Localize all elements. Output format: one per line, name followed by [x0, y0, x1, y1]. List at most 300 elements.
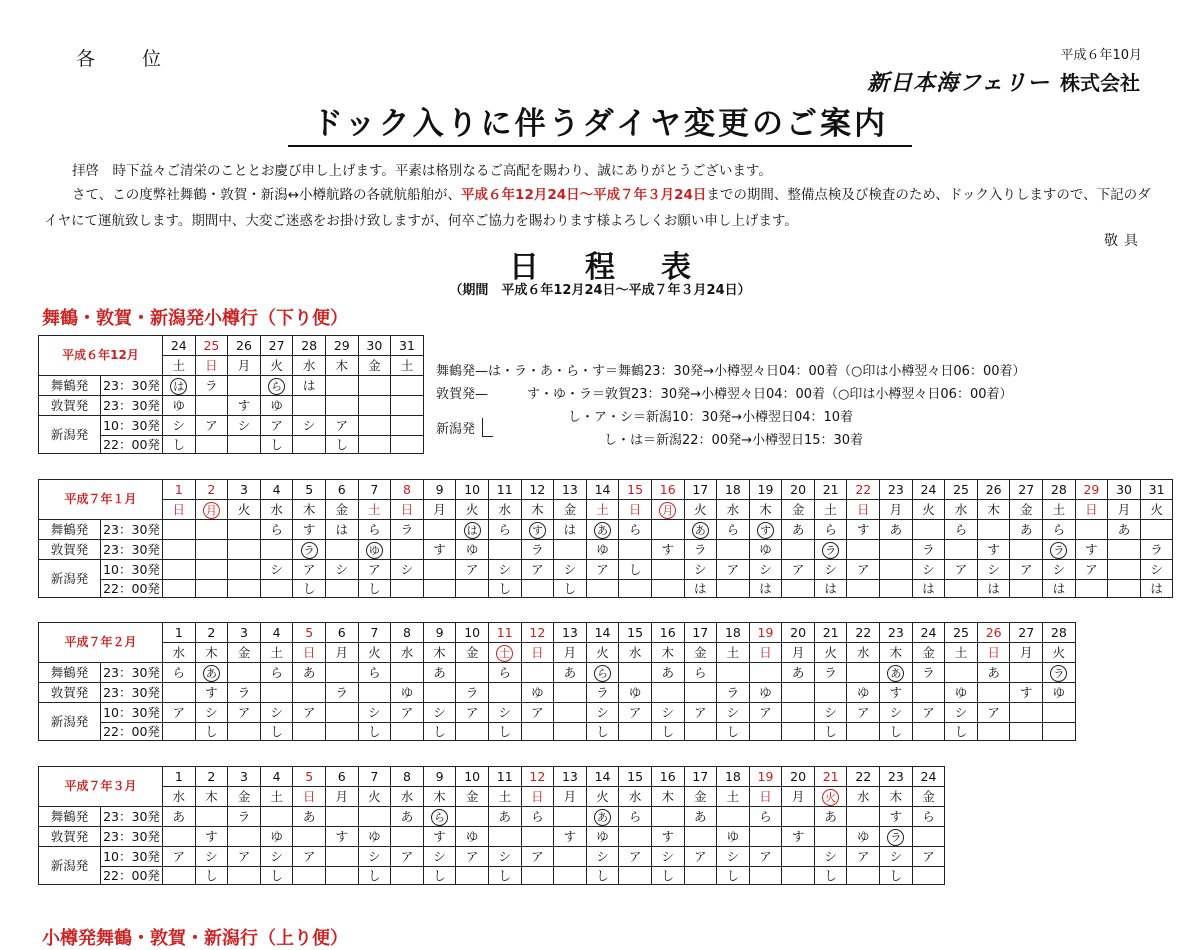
weekday: 日	[847, 500, 880, 520]
maizuru-cell	[619, 663, 652, 683]
maizuru-cell	[358, 376, 391, 396]
tsuruga-cell	[391, 827, 424, 847]
maizuru-cell	[749, 663, 782, 683]
day-number: 8	[391, 623, 424, 643]
day-number: 20	[782, 623, 815, 643]
day-number: 5	[293, 767, 326, 787]
day-number: 8	[391, 767, 424, 787]
weekday: 日	[749, 787, 782, 807]
day-number: 18	[717, 623, 750, 643]
day-number: 19	[749, 480, 782, 500]
tsuruga-cell	[358, 540, 391, 560]
weekday: 火	[684, 500, 717, 520]
month-label: 平成７年２月	[39, 623, 163, 663]
tsuruga-cell	[749, 827, 782, 847]
weekday: 木	[977, 500, 1010, 520]
tsuruga-cell: ゆ	[456, 827, 489, 847]
niigata-2200-cell: は	[912, 580, 945, 598]
niigata-2200-cell	[293, 436, 326, 454]
niigata-2200-cell	[228, 580, 261, 598]
tsuruga-cell	[163, 683, 196, 703]
maizuru-cell	[651, 520, 684, 540]
tsuruga-cell	[1043, 540, 1076, 560]
day-number: 4	[260, 480, 293, 500]
maizuru-cell: ら	[260, 520, 293, 540]
weekday: 金	[912, 787, 945, 807]
weekday: 日	[293, 787, 326, 807]
circled-weekday: 月	[659, 502, 676, 519]
day-number: 30	[358, 336, 391, 356]
port-niigata: 新潟発	[39, 703, 101, 741]
weekday: 日	[293, 643, 326, 663]
niigata-1030-cell: シ	[260, 560, 293, 580]
day-number: 20	[782, 767, 815, 787]
niigata-1030-cell: シ	[651, 703, 684, 723]
weekday: 日	[977, 643, 1010, 663]
niigata-2200-cell: し	[423, 723, 456, 741]
niigata-2200-cell	[1043, 723, 1076, 741]
maizuru-cell	[521, 520, 554, 540]
niigata-1030-cell	[880, 560, 913, 580]
niigata-1030-cell: シ	[814, 703, 847, 723]
day-number: 14	[586, 767, 619, 787]
niigata-1030-cell: シ	[358, 703, 391, 723]
niigata-2200-cell: は	[1140, 580, 1173, 598]
tsuruga-cell: す	[228, 396, 261, 416]
circled-mark: あ	[887, 665, 904, 682]
weekday: 水	[619, 787, 652, 807]
maizuru-cell	[717, 807, 750, 827]
day-number: 26	[977, 480, 1010, 500]
weekday: 月	[325, 643, 358, 663]
maizuru-cell: ら	[358, 520, 391, 540]
weekday: 水	[163, 787, 196, 807]
weekday: 木	[423, 643, 456, 663]
tsuruga-cell	[880, 540, 913, 560]
weekday: 水	[945, 500, 978, 520]
port-tsuruga: 敦賀発	[39, 540, 101, 560]
niigata-1030-cell: ア	[782, 560, 815, 580]
tsuruga-cell	[163, 827, 196, 847]
day-number: 19	[749, 767, 782, 787]
maizuru-cell: ら	[749, 807, 782, 827]
day-number: 7	[358, 623, 391, 643]
time-1030: 10：30発	[101, 560, 163, 580]
niigata-1030-cell: ア	[619, 703, 652, 723]
port-niigata: 新潟発	[39, 560, 101, 598]
maizuru-cell	[1075, 520, 1108, 540]
circled-mark: ゆ	[366, 542, 383, 559]
niigata-2200-cell	[1075, 580, 1108, 598]
day-number: 24	[163, 336, 196, 356]
weekday: 土	[945, 643, 978, 663]
schedule-title: 日程表	[509, 250, 737, 285]
maizuru-cell	[325, 807, 358, 827]
tsuruga-cell: ゆ	[619, 683, 652, 703]
maizuru-cell	[521, 663, 554, 683]
maizuru-cell: は	[325, 520, 358, 540]
niigata-1030-cell: シ	[717, 703, 750, 723]
maizuru-cell: あ	[293, 807, 326, 827]
niigata-1030-cell: ア	[717, 560, 750, 580]
day-number: 7	[358, 767, 391, 787]
port-niigata: 新潟発	[39, 416, 101, 454]
tsuruga-cell	[260, 540, 293, 560]
weekday: 土	[488, 787, 521, 807]
niigata-2200-cell	[880, 580, 913, 598]
niigata-2200-cell: し	[586, 867, 619, 885]
tsuruga-cell: す	[195, 827, 228, 847]
tsuruga-cell	[293, 827, 326, 847]
day-number: 23	[880, 480, 913, 500]
niigata-2200-cell: し	[358, 580, 391, 598]
weekday: 日	[1075, 500, 1108, 520]
weekday: 木	[423, 787, 456, 807]
weekday: 土	[163, 356, 196, 376]
company-name	[867, 66, 1140, 97]
tsuruga-cell: ゆ	[163, 396, 196, 416]
maizuru-cell	[195, 807, 228, 827]
maizuru-cell: ら	[717, 520, 750, 540]
niigata-1030-cell: ア	[228, 703, 261, 723]
day-number: 6	[325, 623, 358, 643]
weekday: 水	[293, 356, 326, 376]
circled-mark: ラ	[1050, 542, 1067, 559]
niigata-1030-cell: シ	[586, 703, 619, 723]
niigata-2200-cell: し	[195, 867, 228, 885]
weekday: 木	[749, 500, 782, 520]
weekday: 土	[814, 500, 847, 520]
notice-title: ドック入りに伴うダイヤ変更のご案内	[0, 98, 1200, 147]
day-number: 5	[293, 480, 326, 500]
weekday: 火	[586, 643, 619, 663]
maizuru-cell: あ	[684, 807, 717, 827]
niigata-1030-cell: シ	[912, 560, 945, 580]
day-number: 2	[195, 480, 228, 500]
niigata-1030-cell	[325, 703, 358, 723]
weekday: 火	[1043, 643, 1076, 663]
circled-mark: ラ	[822, 542, 839, 559]
schedule-period: （期間 平成６年12月24日〜平成７年３月24日）	[449, 283, 751, 298]
niigata-1030-cell: ア	[912, 703, 945, 723]
circled-weekday: 月	[203, 502, 220, 519]
circled-mark: ら	[594, 665, 611, 682]
day-number: 17	[684, 767, 717, 787]
month-table	[38, 479, 1173, 598]
niigata-2200-cell	[391, 580, 424, 598]
maizuru-cell: ら	[488, 663, 521, 683]
tsuruga-cell: す	[880, 683, 913, 703]
weekday: 土	[260, 787, 293, 807]
niigata-2200-cell: は	[684, 580, 717, 598]
maizuru-cell	[163, 520, 196, 540]
day-number: 10	[456, 623, 489, 643]
niigata-1030-cell: ア	[391, 847, 424, 867]
weekday: 日	[619, 500, 652, 520]
maizuru-cell	[684, 520, 717, 540]
month-table	[38, 766, 945, 885]
circled-mark: は	[464, 522, 481, 539]
time-2330: 23：30発	[101, 807, 163, 827]
maizuru-cell	[880, 663, 913, 683]
weekday: 木	[195, 787, 228, 807]
niigata-2200-cell	[782, 580, 815, 598]
tsuruga-cell: す	[782, 827, 815, 847]
tsuruga-cell	[554, 683, 587, 703]
niigata-1030-cell: ア	[847, 703, 880, 723]
maizuru-cell	[847, 807, 880, 827]
day-number: 12	[521, 623, 554, 643]
circled-mark: ラ	[887, 829, 904, 846]
month-label: 平成７年３月	[39, 767, 163, 807]
maizuru-cell	[1010, 663, 1043, 683]
maizuru-cell: す	[847, 520, 880, 540]
tsuruga-cell	[619, 827, 652, 847]
maizuru-cell	[1140, 520, 1173, 540]
niigata-1030-cell: ア	[977, 703, 1010, 723]
niigata-2200-cell: し	[293, 580, 326, 598]
weekday: 日	[521, 643, 554, 663]
niigata-2200-cell: し	[260, 436, 293, 454]
weekday: 金	[358, 356, 391, 376]
day-number: 22	[847, 480, 880, 500]
niigata-2200-cell: し	[945, 723, 978, 741]
time-2330: 23：30発	[101, 540, 163, 560]
day-number: 3	[228, 767, 261, 787]
niigata-2200-cell: は	[977, 580, 1010, 598]
maizuru-cell: ラ	[195, 376, 228, 396]
tsuruga-cell: ゆ	[749, 683, 782, 703]
niigata-1030-cell: ア	[684, 703, 717, 723]
weekday: 金	[912, 643, 945, 663]
niigata-1030-cell: ア	[619, 847, 652, 867]
tsuruga-cell	[488, 827, 521, 847]
maizuru-cell: あ	[651, 663, 684, 683]
tsuruga-cell	[717, 540, 750, 560]
weekday: 土	[717, 787, 750, 807]
day-number: 1	[163, 767, 196, 787]
weekday: 月	[554, 787, 587, 807]
circled-weekday: 土	[496, 645, 513, 662]
niigata-2200-cell	[977, 723, 1010, 741]
niigata-2200-cell: は	[1043, 580, 1076, 598]
tsuruga-cell	[1010, 540, 1043, 560]
maizuru-cell	[260, 807, 293, 827]
weekday: 月	[1108, 500, 1141, 520]
niigata-2200-cell	[619, 580, 652, 598]
tsuruga-cell	[325, 540, 358, 560]
tsuruga-cell	[423, 683, 456, 703]
niigata-2200-cell	[651, 580, 684, 598]
weekday: 火	[456, 500, 489, 520]
tsuruga-cell	[195, 540, 228, 560]
tsuruga-cell: ゆ	[749, 540, 782, 560]
tsuruga-cell: ゆ	[260, 827, 293, 847]
weekday: 月	[782, 643, 815, 663]
niigata-1030-cell: シ	[554, 560, 587, 580]
circled-weekday: 火	[822, 789, 839, 806]
niigata-1030-cell: ア	[521, 560, 554, 580]
maizuru-cell	[358, 807, 391, 827]
tsuruga-cell	[163, 540, 196, 560]
niigata-2200-cell: し	[651, 867, 684, 885]
weekday: 土	[358, 500, 391, 520]
weekday: 日	[163, 500, 196, 520]
day-number: 24	[912, 767, 945, 787]
day-number: 11	[488, 480, 521, 500]
day-number: 15	[619, 480, 652, 500]
maizuru-cell	[456, 807, 489, 827]
tsuruga-cell	[521, 827, 554, 847]
tsuruga-cell	[554, 540, 587, 560]
tsuruga-cell: す	[1075, 540, 1108, 560]
weekday	[488, 643, 521, 663]
maizuru-cell: す	[293, 520, 326, 540]
port-niigata: 新潟発	[39, 847, 101, 885]
niigata-2200-cell	[228, 723, 261, 741]
niigata-1030-cell: シ	[814, 847, 847, 867]
section-title-down: 舞鶴・敦賀・新潟発小樽行（下り便）	[42, 308, 348, 329]
tsuruga-cell: す	[325, 827, 358, 847]
day-number: 13	[554, 623, 587, 643]
maizuru-cell	[391, 376, 424, 396]
day-number: 21	[814, 767, 847, 787]
niigata-1030-cell: シ	[749, 560, 782, 580]
tsuruga-cell	[260, 683, 293, 703]
niigata-2200-cell	[619, 867, 652, 885]
maizuru-cell: ら	[814, 520, 847, 540]
niigata-2200-cell	[195, 436, 228, 454]
weekday: 金	[554, 500, 587, 520]
day-number: 23	[880, 623, 913, 643]
niigata-2200-cell	[325, 867, 358, 885]
niigata-1030-cell: ア	[325, 416, 358, 436]
day-number: 22	[847, 623, 880, 643]
weekday: 火	[586, 787, 619, 807]
niigata-2200-cell	[521, 723, 554, 741]
day-number: 16	[651, 767, 684, 787]
maizuru-cell: あ	[163, 807, 196, 827]
time-2200: 22：00発	[101, 436, 163, 454]
tsuruga-cell	[195, 396, 228, 416]
weekday: 木	[651, 787, 684, 807]
niigata-2200-cell	[325, 723, 358, 741]
niigata-1030-cell: シ	[1140, 560, 1173, 580]
niigata-1030-cell: シ	[195, 703, 228, 723]
day-number: 30	[1108, 480, 1141, 500]
niigata-2200-cell	[293, 867, 326, 885]
day-number: 23	[880, 767, 913, 787]
tsuruga-cell	[358, 683, 391, 703]
niigata-1030-cell: ア	[163, 703, 196, 723]
niigata-1030-cell	[1010, 703, 1043, 723]
letter-closing: 敬具	[1104, 233, 1144, 249]
niigata-2200-cell	[684, 867, 717, 885]
maizuru-cell	[391, 663, 424, 683]
weekday: 金	[325, 500, 358, 520]
niigata-1030-cell: ア	[456, 703, 489, 723]
niigata-1030-cell	[782, 703, 815, 723]
maizuru-cell: あ	[1108, 520, 1141, 540]
niigata-1030-cell: シ	[293, 416, 326, 436]
tsuruga-cell	[293, 396, 326, 416]
day-number: 2	[195, 623, 228, 643]
niigata-1030-cell: シ	[358, 847, 391, 867]
niigata-1030-cell: シ	[423, 847, 456, 867]
day-number: 21	[814, 623, 847, 643]
tsuruga-cell	[488, 683, 521, 703]
maizuru-cell: ラ	[912, 663, 945, 683]
niigata-1030-cell	[423, 560, 456, 580]
circled-mark: ラ	[1050, 665, 1067, 682]
month-table	[38, 622, 1076, 741]
niigata-1030-cell: シ	[423, 703, 456, 723]
circled-mark: は	[170, 378, 187, 395]
niigata-1030-cell: シ	[880, 847, 913, 867]
niigata-1030-cell: シ	[260, 847, 293, 867]
niigata-2200-cell	[228, 436, 261, 454]
niigata-1030-cell: シ	[260, 703, 293, 723]
day-number: 2	[195, 767, 228, 787]
weekday: 金	[684, 787, 717, 807]
weekday: 月	[325, 787, 358, 807]
weekday: 金	[456, 643, 489, 663]
circled-mark: す	[529, 522, 546, 539]
niigata-1030-cell: ア	[293, 703, 326, 723]
circled-mark: あ	[203, 665, 220, 682]
niigata-1030-cell: し	[619, 560, 652, 580]
tsuruga-cell: す	[1010, 683, 1043, 703]
tsuruga-cell: す	[554, 827, 587, 847]
maizuru-cell: ら	[619, 807, 652, 827]
niigata-2200-cell: し	[260, 723, 293, 741]
maizuru-cell	[228, 376, 261, 396]
port-tsuruga: 敦賀発	[39, 396, 101, 416]
tsuruga-cell: す	[423, 540, 456, 560]
niigata-1030-cell: ア	[228, 847, 261, 867]
niigata-1030-cell: シ	[1043, 560, 1076, 580]
tsuruga-cell	[228, 540, 261, 560]
weekday	[195, 500, 228, 520]
day-number: 27	[1010, 623, 1043, 643]
weekday: 日	[195, 356, 228, 376]
time-1030: 10：30発	[101, 416, 163, 436]
day-number: 6	[325, 480, 358, 500]
tsuruga-cell	[912, 683, 945, 703]
maizuru-cell	[325, 663, 358, 683]
time-1030: 10：30発	[101, 703, 163, 723]
weekday: 木	[880, 787, 913, 807]
day-number: 6	[325, 767, 358, 787]
niigata-2200-cell	[325, 580, 358, 598]
weekday: 月	[228, 356, 261, 376]
niigata-2200-cell: し	[651, 723, 684, 741]
time-2200: 22：00発	[101, 723, 163, 741]
niigata-1030-cell: シ	[325, 560, 358, 580]
weekday: 水	[847, 643, 880, 663]
niigata-1030-cell: ア	[391, 703, 424, 723]
maizuru-cell	[586, 520, 619, 540]
route-notes	[436, 360, 1026, 452]
weekday: 土	[391, 356, 424, 376]
niigata-1030-cell: シ	[488, 703, 521, 723]
time-2330: 23：30発	[101, 376, 163, 396]
day-number: 10	[456, 480, 489, 500]
day-number: 14	[586, 623, 619, 643]
maizuru-cell: ら	[488, 520, 521, 540]
maizuru-cell: あ	[293, 663, 326, 683]
maizuru-cell: あ	[782, 520, 815, 540]
